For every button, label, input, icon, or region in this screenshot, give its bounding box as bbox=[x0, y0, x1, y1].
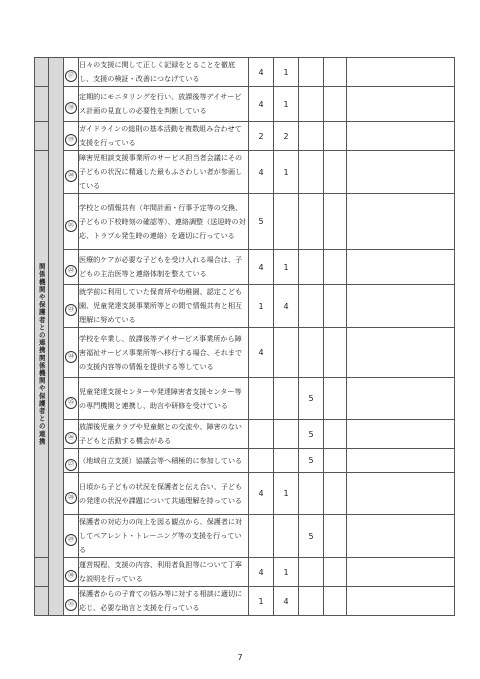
item-number-cell bbox=[64, 449, 79, 473]
table-row bbox=[35, 328, 455, 378]
count-na bbox=[299, 558, 324, 587]
count-neutral bbox=[274, 194, 299, 250]
item-text: 保護者からの子育ての悩み等に対する相談に適切に応じ、必要な助言と支援を行っている bbox=[79, 587, 249, 616]
count-neutral bbox=[274, 420, 299, 449]
item-number: ㉔ bbox=[65, 351, 77, 363]
table-row bbox=[35, 515, 455, 558]
item-number: ㉑ bbox=[65, 220, 77, 232]
item-number: ㉙ bbox=[65, 534, 77, 546]
item-number-cell bbox=[64, 87, 79, 122]
comment-cell bbox=[347, 151, 455, 194]
count-na: 5 bbox=[299, 420, 324, 449]
item-text: 学校を卒業し、放課後等デイサービス事業所から障害福祉サービス事業所等へ移行する場合、それまでの支援内容等の情報を提供する等している bbox=[79, 328, 249, 378]
blank-cell bbox=[324, 420, 347, 449]
table-row bbox=[35, 449, 455, 473]
item-number-cell bbox=[64, 58, 79, 87]
item-number: ㉖ bbox=[65, 432, 77, 444]
count-neutral: 1 bbox=[274, 58, 299, 87]
item-number-cell bbox=[64, 250, 79, 285]
blank-cell bbox=[324, 558, 347, 587]
count-na bbox=[299, 58, 324, 87]
item-number: ㉗ bbox=[65, 459, 77, 471]
item-number-cell bbox=[64, 420, 79, 449]
item-text: 日頃から子どもの状況を保護者と伝え合い、子どもの発達の状況や課題について共通理解を持っている bbox=[79, 473, 249, 515]
table-row bbox=[35, 250, 455, 285]
item-number: ㉒ bbox=[65, 265, 77, 277]
item-text: 定期的にモニタリングを行い、放課後等デイサービス計画の見直しの必要性を判断している bbox=[79, 87, 249, 122]
table-row bbox=[35, 87, 455, 122]
blank-cell bbox=[324, 194, 347, 250]
count-yes bbox=[249, 515, 274, 558]
blank-cell bbox=[324, 87, 347, 122]
blank-cell bbox=[324, 515, 347, 558]
category-cell bbox=[35, 58, 49, 87]
item-number: ㉓ bbox=[65, 304, 77, 316]
item-number: ㉕ bbox=[65, 397, 77, 409]
count-neutral bbox=[274, 515, 299, 558]
count-na: 5 bbox=[299, 378, 324, 420]
count-yes: 4 bbox=[249, 58, 274, 87]
count-neutral: 1 bbox=[274, 558, 299, 587]
count-na: 5 bbox=[299, 449, 324, 473]
item-text: 放課後児童クラブや児童館との交流や、障害のない子どもと活動する機会がある bbox=[79, 420, 249, 449]
count-yes: 1 bbox=[249, 285, 274, 328]
comment-cell bbox=[347, 587, 455, 616]
table-row bbox=[35, 378, 455, 420]
blank-cell bbox=[324, 473, 347, 515]
category-cell bbox=[35, 587, 49, 616]
category-cell bbox=[35, 558, 49, 587]
count-na bbox=[299, 250, 324, 285]
count-na bbox=[299, 87, 324, 122]
count-na bbox=[299, 285, 324, 328]
item-number-cell bbox=[64, 558, 79, 587]
count-yes bbox=[249, 449, 274, 473]
blank-cell bbox=[324, 378, 347, 420]
page-number: 7 bbox=[237, 653, 243, 662]
comment-cell bbox=[347, 473, 455, 515]
item-number-cell bbox=[64, 473, 79, 515]
count-na bbox=[299, 328, 324, 378]
count-neutral bbox=[274, 449, 299, 473]
item-number-cell bbox=[64, 378, 79, 420]
comment-cell bbox=[347, 194, 455, 250]
table-row bbox=[35, 473, 455, 515]
item-number-cell bbox=[64, 587, 79, 616]
comment-cell bbox=[347, 558, 455, 587]
count-yes: 4 bbox=[249, 328, 274, 378]
item-number-cell bbox=[64, 151, 79, 194]
item-text: 児童発達支援センターや発達障害者支援センター等の専門機関と連携し、助言や研修を受けている bbox=[79, 378, 249, 420]
item-text: 学校との情報共有（年間計画・行事予定等の交換、子どもの下校時刻の確認等）、連絡調整（送迎時の対応、トラブル発生時の連絡）を適切に行っている bbox=[79, 194, 249, 250]
blank-cell bbox=[324, 122, 347, 151]
table-row bbox=[35, 122, 455, 151]
count-na bbox=[299, 122, 324, 151]
table-row bbox=[35, 151, 455, 194]
count-yes: 2 bbox=[249, 122, 274, 151]
comment-cell bbox=[347, 449, 455, 473]
count-yes: 4 bbox=[249, 151, 274, 194]
count-neutral: 1 bbox=[274, 87, 299, 122]
count-yes: 4 bbox=[249, 473, 274, 515]
comment-cell bbox=[347, 378, 455, 420]
count-neutral bbox=[274, 328, 299, 378]
item-text: ガイドラインの総則の基本活動を複数組み合わせて支援を行っている bbox=[79, 122, 249, 151]
item-number-cell bbox=[64, 285, 79, 328]
evaluation-table bbox=[34, 57, 455, 616]
count-na bbox=[299, 151, 324, 194]
comment-cell bbox=[347, 87, 455, 122]
count-neutral: 1 bbox=[274, 151, 299, 194]
blank-cell bbox=[324, 285, 347, 328]
item-number-cell bbox=[64, 194, 79, 250]
item-text: 医療的ケアが必要な子どもを受け入れる場合は、子どもの主治医等と連絡体制を整えている bbox=[79, 250, 249, 285]
item-number-cell bbox=[64, 328, 79, 378]
item-number: ㉚ bbox=[65, 570, 77, 582]
table-row bbox=[35, 58, 455, 87]
count-neutral: 4 bbox=[274, 587, 299, 616]
blank-cell bbox=[324, 587, 347, 616]
item-number: ⑳ bbox=[65, 170, 77, 182]
comment-cell bbox=[347, 420, 455, 449]
category-cell bbox=[35, 87, 49, 122]
table-row bbox=[35, 285, 455, 328]
item-number: ㉘ bbox=[65, 492, 77, 504]
count-neutral: 2 bbox=[274, 122, 299, 151]
table-row bbox=[35, 194, 455, 250]
count-na: 5 bbox=[299, 515, 324, 558]
item-number: ⑲ bbox=[65, 134, 77, 146]
comment-cell bbox=[347, 515, 455, 558]
comment-cell bbox=[347, 328, 455, 378]
count-yes bbox=[249, 420, 274, 449]
item-number-cell bbox=[64, 515, 79, 558]
item-number: ㉛ bbox=[65, 599, 77, 611]
blank-cell bbox=[324, 58, 347, 87]
blank-cell bbox=[324, 151, 347, 194]
category-label-cell bbox=[35, 151, 49, 558]
table-row bbox=[35, 420, 455, 449]
count-yes bbox=[249, 378, 274, 420]
count-yes: 1 bbox=[249, 587, 274, 616]
count-na bbox=[299, 194, 324, 250]
item-text: 保護者の対応力の向上を図る観点から、保護者に対してペアレント・トレーニング等の支援を行っている bbox=[79, 515, 249, 558]
item-number: ⑱ bbox=[65, 102, 77, 114]
item-text: 日々の支援に関して正しく記録をとることを徹底し、支援の検証・改善につなげている bbox=[79, 58, 249, 87]
blank-cell bbox=[324, 328, 347, 378]
count-yes: 4 bbox=[249, 87, 274, 122]
count-neutral: 4 bbox=[274, 285, 299, 328]
comment-cell bbox=[347, 58, 455, 87]
comment-cell bbox=[347, 250, 455, 285]
comment-cell bbox=[347, 122, 455, 151]
section-shade-cell bbox=[49, 58, 64, 616]
count-na bbox=[299, 587, 324, 616]
count-na bbox=[299, 473, 324, 515]
count-neutral: 1 bbox=[274, 473, 299, 515]
category-cell bbox=[35, 122, 49, 151]
item-number: ⑰ bbox=[65, 70, 77, 82]
item-number-cell bbox=[64, 122, 79, 151]
item-text: （地域自立支援）協議会等へ積極的に参加している bbox=[79, 449, 249, 473]
blank-cell bbox=[324, 250, 347, 285]
table-row bbox=[35, 558, 455, 587]
count-yes: 4 bbox=[249, 558, 274, 587]
count-yes: 4 bbox=[249, 250, 274, 285]
count-neutral: 1 bbox=[274, 250, 299, 285]
item-text: 運営規程、支援の内容、利用者負担等について丁寧な説明を行っている bbox=[79, 558, 249, 587]
count-neutral bbox=[274, 378, 299, 420]
blank-cell bbox=[324, 449, 347, 473]
item-text: 就学前に利用していた保育所や幼稚園、認定こども園、児童発達支援事業所等との間で情報共有と相互理解に努めている bbox=[79, 285, 249, 328]
count-yes: 5 bbox=[249, 194, 274, 250]
item-text: 障害児相談支援事業所のサービス担当者会議にその子どもの状況に精通した最もふさわしい者が参画している bbox=[79, 151, 249, 194]
category-label: 関係機関や保護者との連携関係機関や保護者との連携 bbox=[37, 262, 46, 446]
comment-cell bbox=[347, 285, 455, 328]
table-row bbox=[35, 587, 455, 616]
